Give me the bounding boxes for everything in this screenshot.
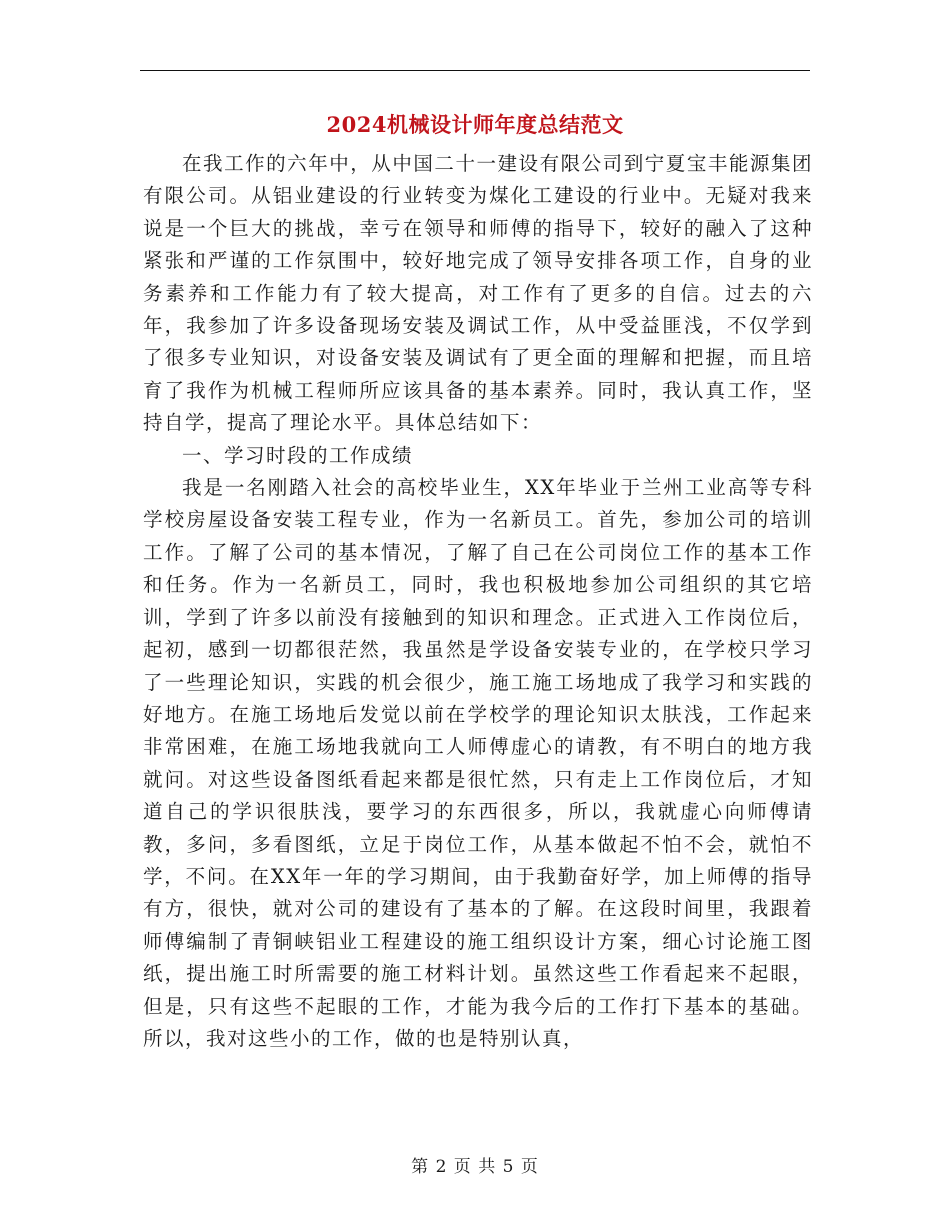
paragraph-study-period: 我是一名刚踏入社会的高校毕业生，XX年毕业于兰州工业高等专科学校房屋设备安装工程专业，作为一名新员工。首先，参加公司的培训工作。了解了公司的基本情况，了解了自己在公司岗位工作的基本工作和任务。作为一名新员工，同时，我也积极地参加公司组织的其它培训，学到了许多以前没有接触到的知识和理念。正式进入工作岗位后，起初，感到一切都很茫然，我虽然是学设备安装专业的，在学校只学习了一些理论知识，实践的机会很少，施工施工场地成了我学习和实践的好地方。在施工场地后发觉以前在学校学的理论知识太肤浅，工作起来非常困难，在施工场地我就向工人师傅虚心的请教，有不明白的地方我就问。对这些设备图纸看起来都是很忙然，只有走上工作岗位后，才知道自己的学识很肤浅，要学习的东西很多，所以，我就虚心向师傅请教，多问，多看图纸，立足于岗位工作，从基本做起不怕不会，就怕不学，不问。在XX年一年的学习期间，由于我勤奋好学，加上师傅的指导有方，很快，就对公司的建设有了基本的了解。在这段时间里，我跟着师傅编制了青铜峡铝业工程建设的施工组织设计方案，细心讨论施工图纸，提出施工时所需要的施工材料计划。虽然这些工作看起来不起眼，但是，只有这些不起眼的工作，才能为我今后的工作打下基本的基础。所以，我对这些小的工作，做的也是特别认真，: [143, 476, 813, 1050]
document-body: [143, 148, 813, 1055]
document-title: 2024机械设计师年度总结范文: [326, 112, 624, 137]
paragraph-intro: 在我工作的六年中，从中国二十一建设有限公司到宁夏宝丰能源集团有限公司。从铝业建设的行业转变为煤化工建设的行业中。无疑对我来说是一个巨大的挑战，幸亏在领导和师傅的指导下，较好的融入了这种紧张和严谨的工作氛围中，较好地完成了领导安排各项工作，自身的业务素养和工作能力有了较大提高，对工作有了更多的自信。过去的六年，我参加了许多设备现场安装及调试工作，从中受益匪浅，不仅学到了很多专业知识，对设备安装及调试有了更全面的理解和把握，而且培育了我作为机械工程师所应该具备的基本素养。同时，我认真工作，坚持自学，提高了理论水平。具体总结如下：: [143, 152, 813, 435]
header-rule: [140, 70, 810, 71]
section-heading: 一、学习时段的工作成绩: [182, 443, 414, 467]
page-footer: 第 2 页 共 5 页: [411, 1157, 539, 1177]
